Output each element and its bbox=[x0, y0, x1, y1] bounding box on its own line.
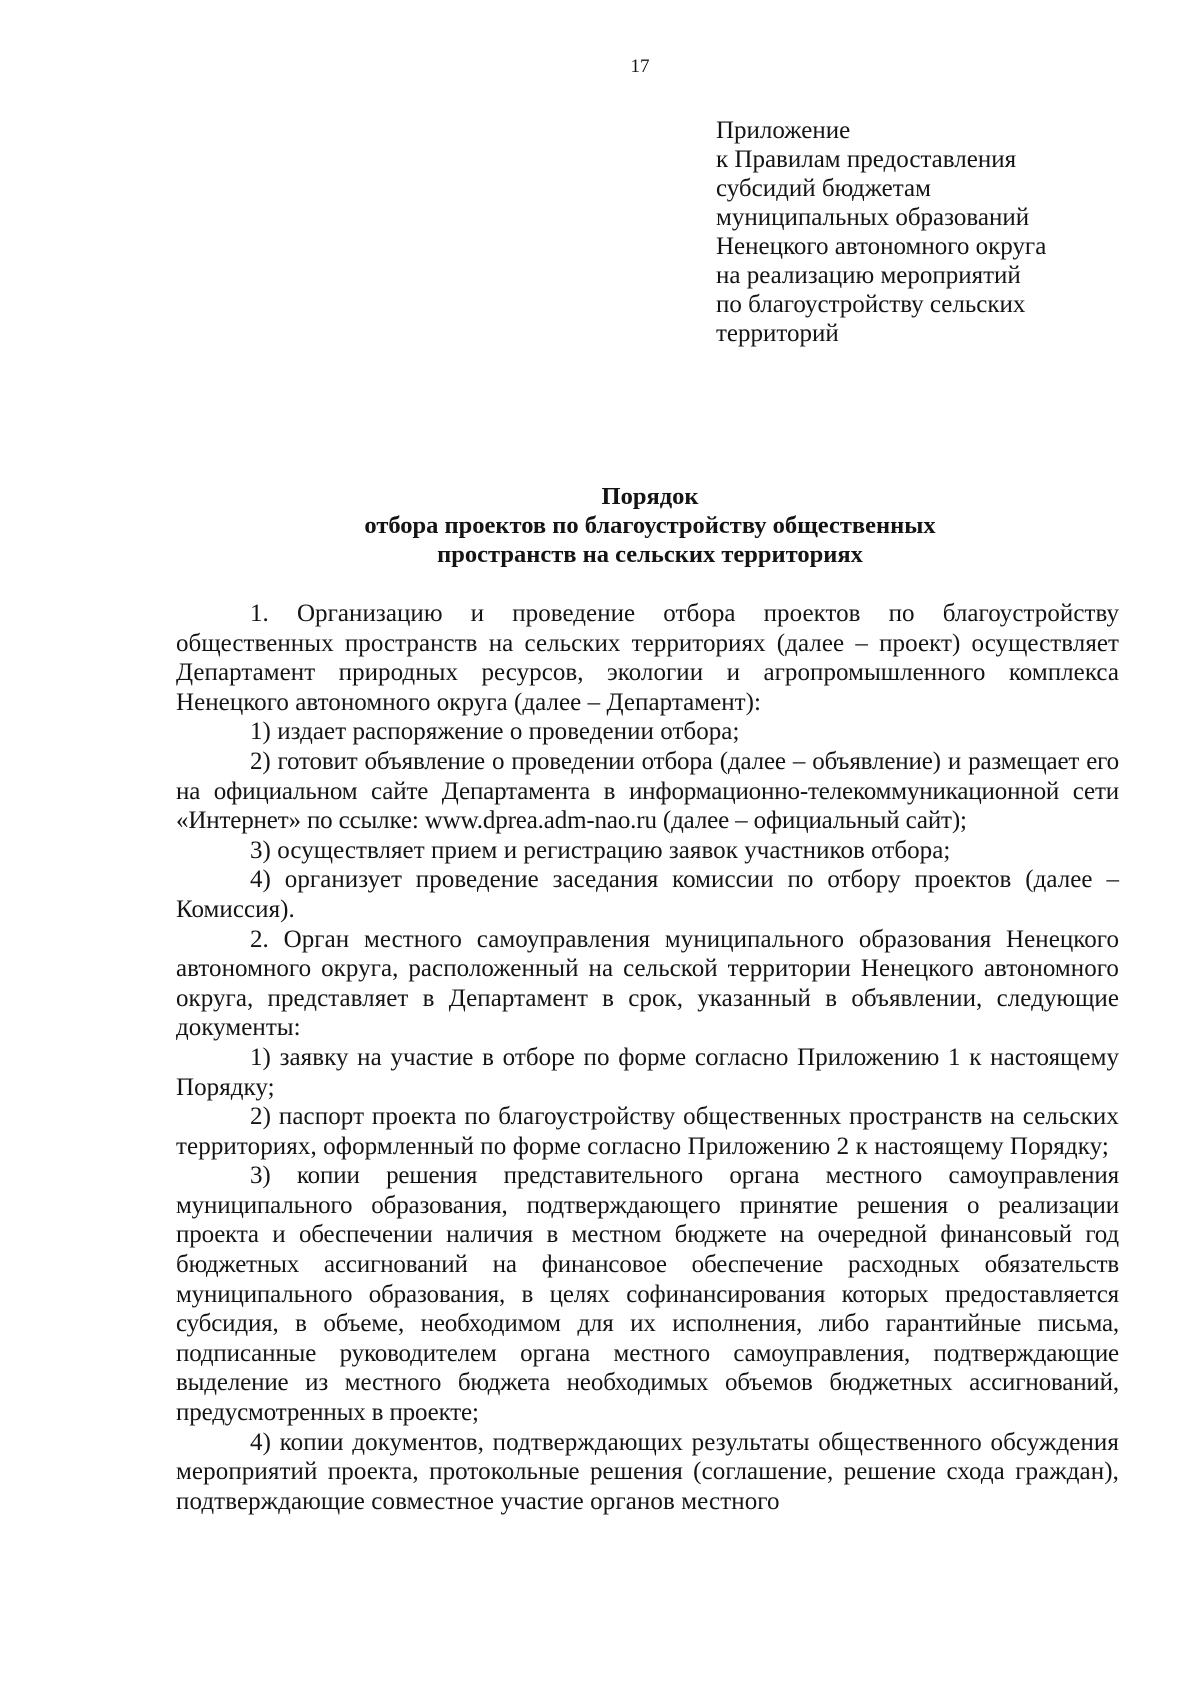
appendix-line: Ненецкого автономного округа bbox=[716, 233, 1047, 260]
page-number: 17 bbox=[630, 56, 650, 77]
appendix-line: территорий bbox=[716, 320, 839, 347]
title-line-3: пространств на сельских территориях bbox=[437, 541, 863, 568]
document-title bbox=[0, 482, 1200, 569]
appendix-line: по благоустройству сельских bbox=[716, 291, 1026, 318]
appendix-header bbox=[716, 116, 1156, 348]
list-item-1-2: 2) готовит объявление о проведении отбора (далее – объявление) и размещает его на официальном сайте Департамента в информационно-телекоммуникационной сети «Интернет» по ссылке: www.dprea.adm-nao.ru (далее – официальный сайт); bbox=[176, 747, 1119, 835]
list-item-2-3: 3) копии решения представительного органа местного самоуправления муниципального образования, подтверждающего принятие решения о реализации проекта и обеспечении наличия в местном бюджете на очередной финансовый год бюджетных ассигнований на финансовое обеспечение расходных обязательств муниципального образования, в целях софинансирования которых предоставляется субсидия, в объеме, необходимом для их исполнения, либо гарантийные письма, подписанные руководителем органа местного самоуправления, подтверждающие выделение из местного бюджета необходимых объемов бюджетных ассигнований, предусмотренных в проекте; bbox=[176, 1162, 1119, 1427]
appendix-line: на реализацию мероприятий bbox=[716, 262, 1021, 289]
appendix-line: к Правилам предоставления bbox=[716, 146, 1017, 173]
list-item-1-1: 1) издает распоряжение о проведении отбора; bbox=[250, 718, 740, 746]
appendix-line: субсидий бюджетам bbox=[716, 175, 931, 202]
list-item-1-4: 4) организует проведение заседания комиссии по отбору проектов (далее – Комиссия). bbox=[176, 866, 1119, 923]
list-item-1-3: 3) осуществляет прием и регистрацию заявок участников отбора; bbox=[250, 836, 951, 864]
title-line-2: отбора проектов по благоустройству общественных bbox=[364, 512, 936, 539]
paragraph-1: 1. Организацию и проведение отбора проектов по благоустройству общественных пространств на сельских территориях (далее – проект) осуществляет Департамент природных ресурсов, экологии и агропромышленного комплекса Ненецкого автономного округа (далее – Департамент): bbox=[176, 600, 1119, 716]
appendix-line: муниципальных образований bbox=[716, 204, 1030, 231]
paragraph-2: 2. Орган местного самоуправления муниципального образования Ненецкого автономного округа, расположенный на сельской территории Ненецкого автономного округа, представляет в Департамент в срок, указанный в объявлении, следующие документы: bbox=[176, 925, 1119, 1042]
title-line-1: Порядок bbox=[601, 483, 699, 510]
list-item-2-4: 4) копии документов, подтверждающих результаты общественного обсуждения мероприятий проекта, протокольные решения (соглашение, решение схода граждан), подтверждающие совместное участие органов местного bbox=[176, 1428, 1119, 1515]
document-body bbox=[176, 599, 1119, 1516]
appendix-line: Приложение bbox=[716, 117, 851, 144]
list-item-2-2: 2) паспорт проекта по благоустройству общественных пространств на сельских территориях, оформленный по форме согласно Приложению 2 к настоящему Порядку; bbox=[176, 1103, 1119, 1160]
list-item-2-1: 1) заявку на участие в отборе по форме согласно Приложению 1 к настоящему Порядку; bbox=[176, 1043, 1119, 1101]
